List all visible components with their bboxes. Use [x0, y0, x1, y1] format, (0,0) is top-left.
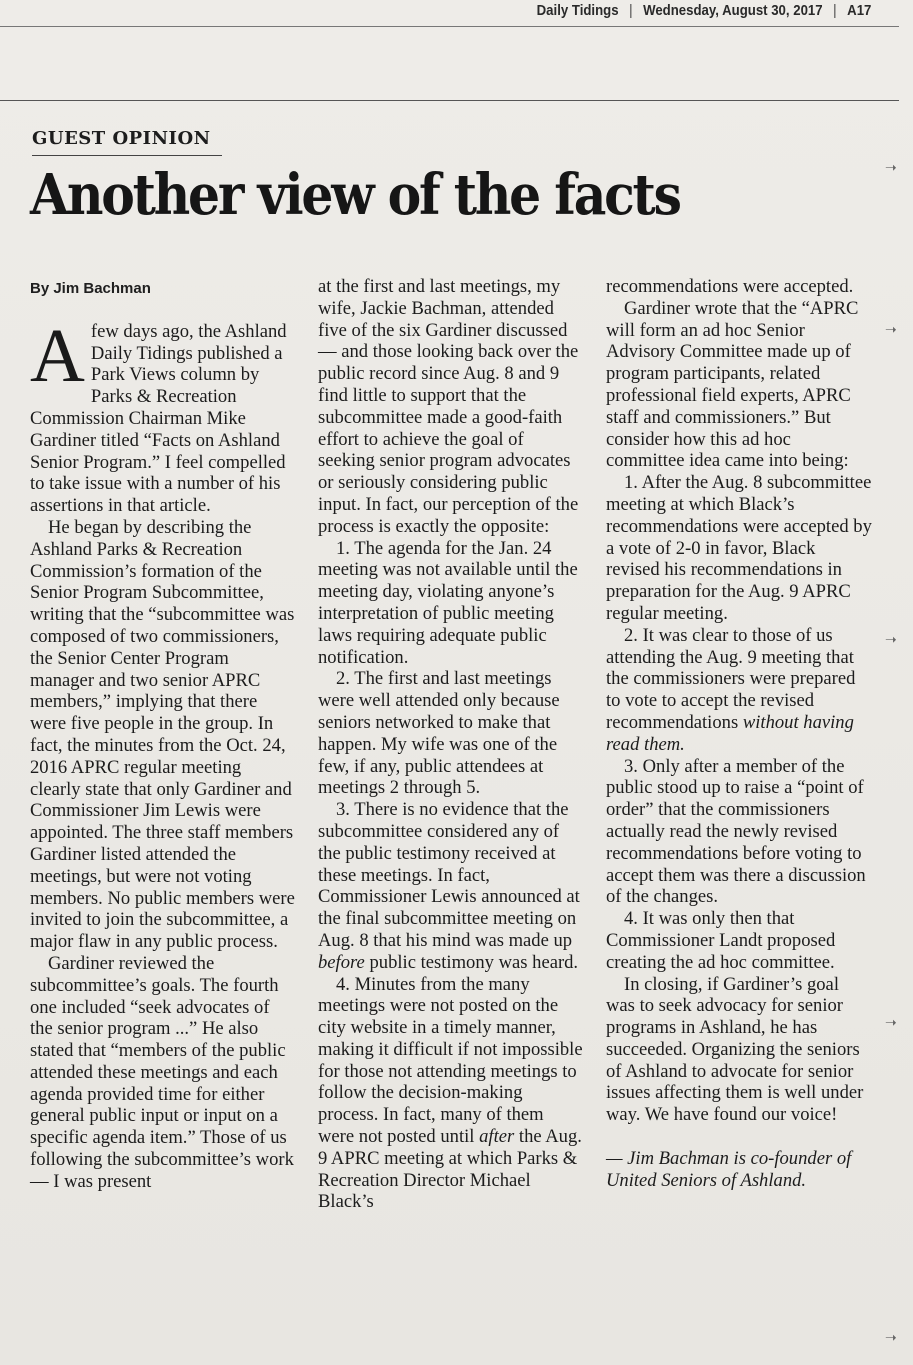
list-item: 2. The first and last meetings were well attended only because seniors networked to make that happen. My wife was one of the few, if any, public attendees at meetings 2 through 5.: [318, 668, 560, 799]
binder-hole-mark-icon: ➝: [885, 1330, 897, 1346]
author-signature: — Jim Bachman is co-founder of United Seniors of Ashland.: [606, 1148, 852, 1191]
section-rule: [0, 100, 899, 101]
list-item: [318, 974, 584, 1214]
masthead-separator: |: [832, 2, 837, 19]
list-item: 4. It was only then that Commissioner Landt proposed creating the ad hoc committee.: [606, 908, 836, 973]
page-number: A17: [846, 2, 871, 19]
paragraph-text: few days ago, the Ashland Daily Tidings published a Park Views column by Parks & Recreation Commission Chairman Mike Gardiner titled “Facts on Ashland Senior Program.” I feel compelled to take issue with a number of his assertions in that article.: [30, 320, 287, 517]
paragraph-text: 2. It was clear to those of us attending the Aug. 9 meeting that the commissioners were prepared to vote to accept the revised recommendations: [606, 624, 856, 733]
column-3: [606, 276, 872, 1213]
binder-hole-mark-icon: ➝: [885, 322, 897, 338]
list-item: [606, 625, 872, 756]
issue-date: Wednesday, August 30, 2017: [642, 2, 823, 19]
binder-hole-mark-icon: ➝: [885, 160, 897, 176]
paper-name: Daily Tidings: [536, 2, 619, 19]
drop-cap: A: [30, 313, 85, 398]
column-2: [318, 276, 584, 1213]
paragraph-text: 4. Minutes from the many meetings were not posted on the city website in a timely manner, making it difficult if not impossible for those not attending meetings to follow the decision-making process. In fact, many of them were not posted until: [318, 973, 583, 1148]
binder-hole-mark-icon: ➝: [885, 1015, 897, 1031]
column-1: [30, 276, 296, 1213]
article-headline: Another view of the facts: [30, 162, 680, 228]
list-item: 1. The agenda for the Jan. 24 meeting was not available until the meeting day, violating anyone’s interpretation of public meeting laws requiring adequate public notification.: [318, 537, 578, 668]
paragraph: Gardiner reviewed the subcommittee’s goals. The fourth one included “seek advocates of the senior program ...” He also stated that “members of the public attended these meetings and each agenda provided time for either general public input or input on a specific agenda item.” Those of us following the subcommittee’s work — I was present: [30, 952, 294, 1192]
byline: By Jim Bachman: [30, 280, 151, 297]
paragraph-text: the Aug. 9 APRC meeting at which Parks & Recreation Director Michael Black’s: [318, 1126, 582, 1213]
list-item: [318, 799, 584, 973]
emphasis-text: after: [479, 1126, 515, 1148]
list-item: 3. Only after a member of the public stood up to raise a “point of order” that the commissioners actually read the newly revised recommendations before voting to accept them was there a discussion of the changes.: [606, 755, 866, 908]
paragraph: In closing, if Gardiner’s goal was to seek advocacy for senior programs in Ashland, he has succeeded. Organizing the seniors of Ashland to advocate for senior issues affecting them is well under way. We have found our voice!: [606, 973, 864, 1126]
masthead: [536, 2, 871, 19]
article-body: [30, 276, 872, 1213]
paragraph: [30, 313, 296, 517]
kicker-underline: [32, 155, 222, 156]
section-kicker: GUEST OPINION: [32, 128, 211, 149]
paragraph: Gardiner wrote that the “APRC will form an ad hoc Senior Advisory Committee made up of program participants, related professional field experts, APRC staff and commissioners.” But consider how this ad hoc committee idea came into being:: [606, 297, 859, 472]
list-item: 1. After the Aug. 8 subcommittee meeting at which Black’s recommendations were accepted by a vote of 2-0 in favor, Black revised his recommendations in preparation for the Aug. 9 APRC regular meeting.: [606, 472, 872, 624]
masthead-separator: |: [628, 2, 633, 19]
masthead-rule: [0, 26, 899, 27]
paragraph-text: 3. There is no evidence that the subcommittee considered any of the public testimony received at these meetings. In fact, Commissioner Lewis announced at the final subcommittee meeting on Aug. 8 that his mind was made up: [318, 799, 580, 951]
paragraph: at the first and last meetings, my wife, Jackie Bachman, attended five of the six Gardiner discussed — and those looking back over the public record since Aug. 8 and 9 find little to support that the subcommittee made a good-faith effort to achieve the goal of seeking senior program advocates or seriously considering public input. In fact, our perception of the process is exactly the opposite:: [318, 276, 579, 537]
emphasis-text: before: [318, 951, 365, 973]
paragraph: recommendations were accepted.: [606, 276, 854, 297]
paragraph: He began by describing the Ashland Parks & Recreation Commission’s formation of the Senior Program Subcommittee, writing that the “subcommittee was composed of two commissioners, the Senior Center Program manager and two senior APRC members,” implying that there were five people in the group. In fact, the minutes from the Oct. 24, 2016 APRC regular meeting clearly state that only Gardiner and Commissioner Jim Lewis were appointed. The three staff members Gardiner listed attended the meetings, but were not voting members. No public members were invited to join the subcommittee, a major flaw in any public process.: [30, 516, 295, 953]
paragraph-text: public testimony was heard.: [369, 951, 579, 973]
emphasis-text: without having read them.: [606, 711, 854, 755]
binder-hole-mark-icon: ➝: [885, 632, 897, 648]
